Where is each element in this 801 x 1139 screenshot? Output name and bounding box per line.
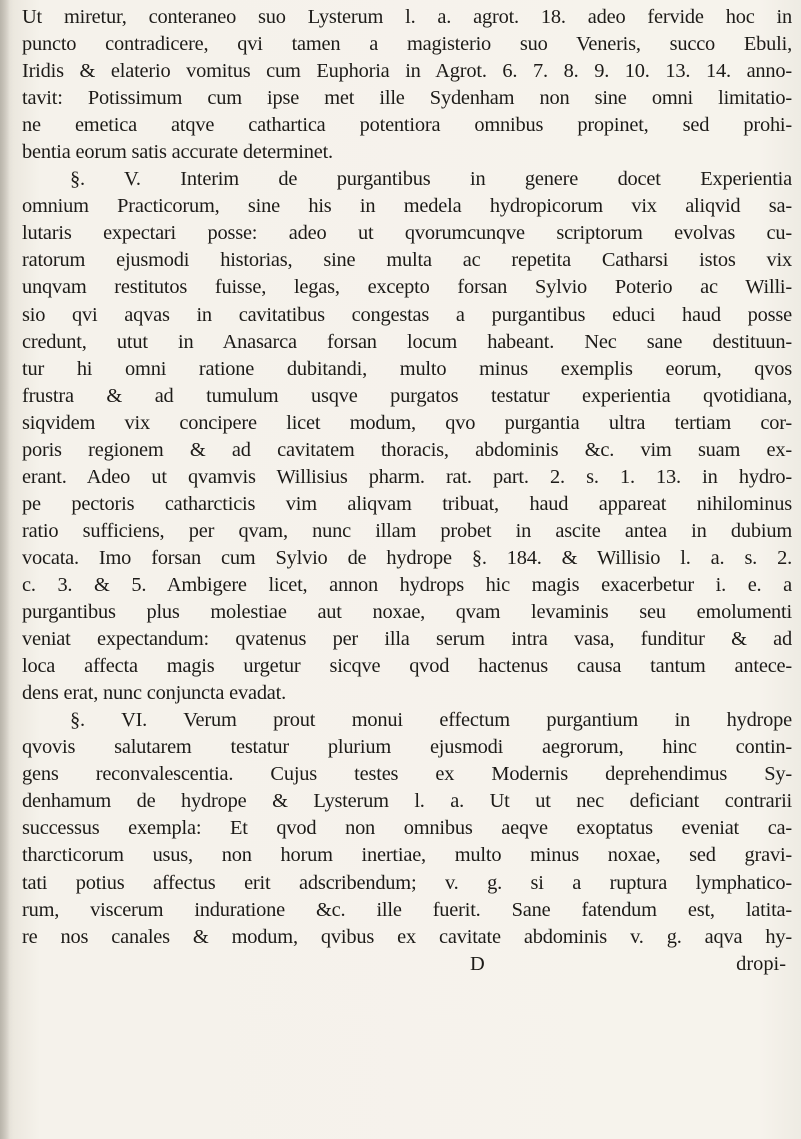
text-line: sio qvi aqvas in cavitatibus congestas a purgantibus educi haud posse: [22, 303, 792, 326]
text-line: rum, viscerum induratione &c. ille fuerit. Sane fatendum est, latita-: [22, 898, 792, 921]
text-line: ratorum ejusmodi historias, sine multa ac repetita Catharsi istos vix: [22, 249, 792, 272]
section-heading-line: §. VI. Verum prout monui effectum purgantium in hydrope: [70, 709, 792, 732]
signature-mark: D: [470, 952, 485, 975]
text-line: tavit: Potissimum cum ipse met ille Sydenham non sine omni limitatio-: [22, 87, 792, 110]
text-line: denhamum de hydrope & Lysterum l. a. Ut ut nec deficiant contrarii: [22, 790, 792, 813]
text-line: c. 3. & 5. Ambigere licet, annon hydrops hic magis exacerbetur i. e. a: [22, 573, 792, 596]
text-line: puncto contradicere, qvi tamen a magisterio suo Veneris, succo Ebuli,: [22, 33, 792, 56]
text-line: omnium Practicorum, sine his in medela hydropicorum vix aliqvid sa-: [22, 195, 792, 218]
text-line: ratio sufficiens, per qvam, nunc illam probet in ascite antea in dubium: [22, 519, 792, 542]
catchword: dropi-: [736, 952, 786, 975]
text-line: unqvam restitutos fuisse, legas, excepto forsan Sylvio Poterio ac Willi-: [22, 276, 792, 299]
text-line: siqvidem vix concipere licet modum, qvo purgantia ultra tertiam cor-: [22, 411, 792, 434]
text-line: dens erat, nunc conjuncta evadat.: [22, 682, 287, 705]
text-line: tati potius affectus erit adscribendum; v. g. si a ruptura lymphatico-: [22, 871, 792, 894]
text-block: [22, 4, 792, 978]
text-line: erant. Adeo ut qvamvis Willisius pharm. rat. part. 2. s. 1. 13. in hydro-: [22, 465, 792, 488]
text-line: frustra & ad tumulum usqve purgatos testatur experientia qvotidiana,: [22, 384, 792, 407]
text-line: poris regionem & ad cavitatem thoracis, abdominis &c. vim suam ex-: [22, 438, 792, 461]
text-line: pe pectoris catharcticis vim aliqvam tribuat, haud appareat nihilominus: [22, 492, 792, 515]
text-line: credunt, utut in Anasarca forsan locum habeant. Nec sane destituun-: [22, 330, 792, 353]
text-line: vocata. Imo forsan cum Sylvio de hydrope §. 184. & Willisio l. a. s. 2.: [22, 546, 792, 569]
text-line: purgantibus plus molestiae aut noxae, qvam levaminis seu emolumenti: [22, 601, 792, 624]
text-line: lutaris expectari posse: adeo ut qvorumcunqve scriptorum evolvas cu-: [22, 222, 792, 245]
text-line: ne emetica atqve cathartica potentiora omnibus propinet, sed prohi-: [22, 114, 792, 137]
section-heading-line: §. V. Interim de purgantibus in genere docet Experientia: [70, 168, 792, 191]
text-line: veniat expectandum: qvatenus per illa serum intra vasa, funditur & ad: [22, 628, 792, 651]
text-line: tur hi omni ratione dubitandi, multo minus exemplis eorum, qvos: [22, 357, 792, 380]
text-line: successus exempla: Et qvod non omnibus aeqve exoptatus eveniat ca-: [22, 817, 792, 840]
text-line: gens reconvalescentia. Cujus testes ex Modernis deprehendimus Sy-: [22, 763, 792, 786]
text-line: qvovis salutarem testatur plurium ejusmodi aegrorum, hinc contin-: [22, 736, 792, 759]
text-line: re nos canales & modum, qvibus ex cavitate abdominis v. g. aqva hy-: [22, 925, 792, 948]
text-line: Iridis & elaterio vomitus cum Euphoria in Agrot. 6. 7. 8. 9. 10. 13. 14. anno-: [22, 60, 792, 83]
text-line: Ut miretur, conteraneo suo Lysterum l. a. agrot. 18. adeo fervide hoc in: [22, 6, 792, 28]
text-line: tharcticorum usus, non horum inertiae, multo minus noxae, sed gravi-: [22, 844, 792, 867]
binding-shadow: [0, 0, 10, 1139]
text-line: bentia eorum satis accurate determinet.: [22, 141, 333, 164]
text-line: loca affecta magis urgetur sicqve qvod hactenus causa tantum antece-: [22, 655, 792, 678]
page-footer: [22, 951, 792, 978]
